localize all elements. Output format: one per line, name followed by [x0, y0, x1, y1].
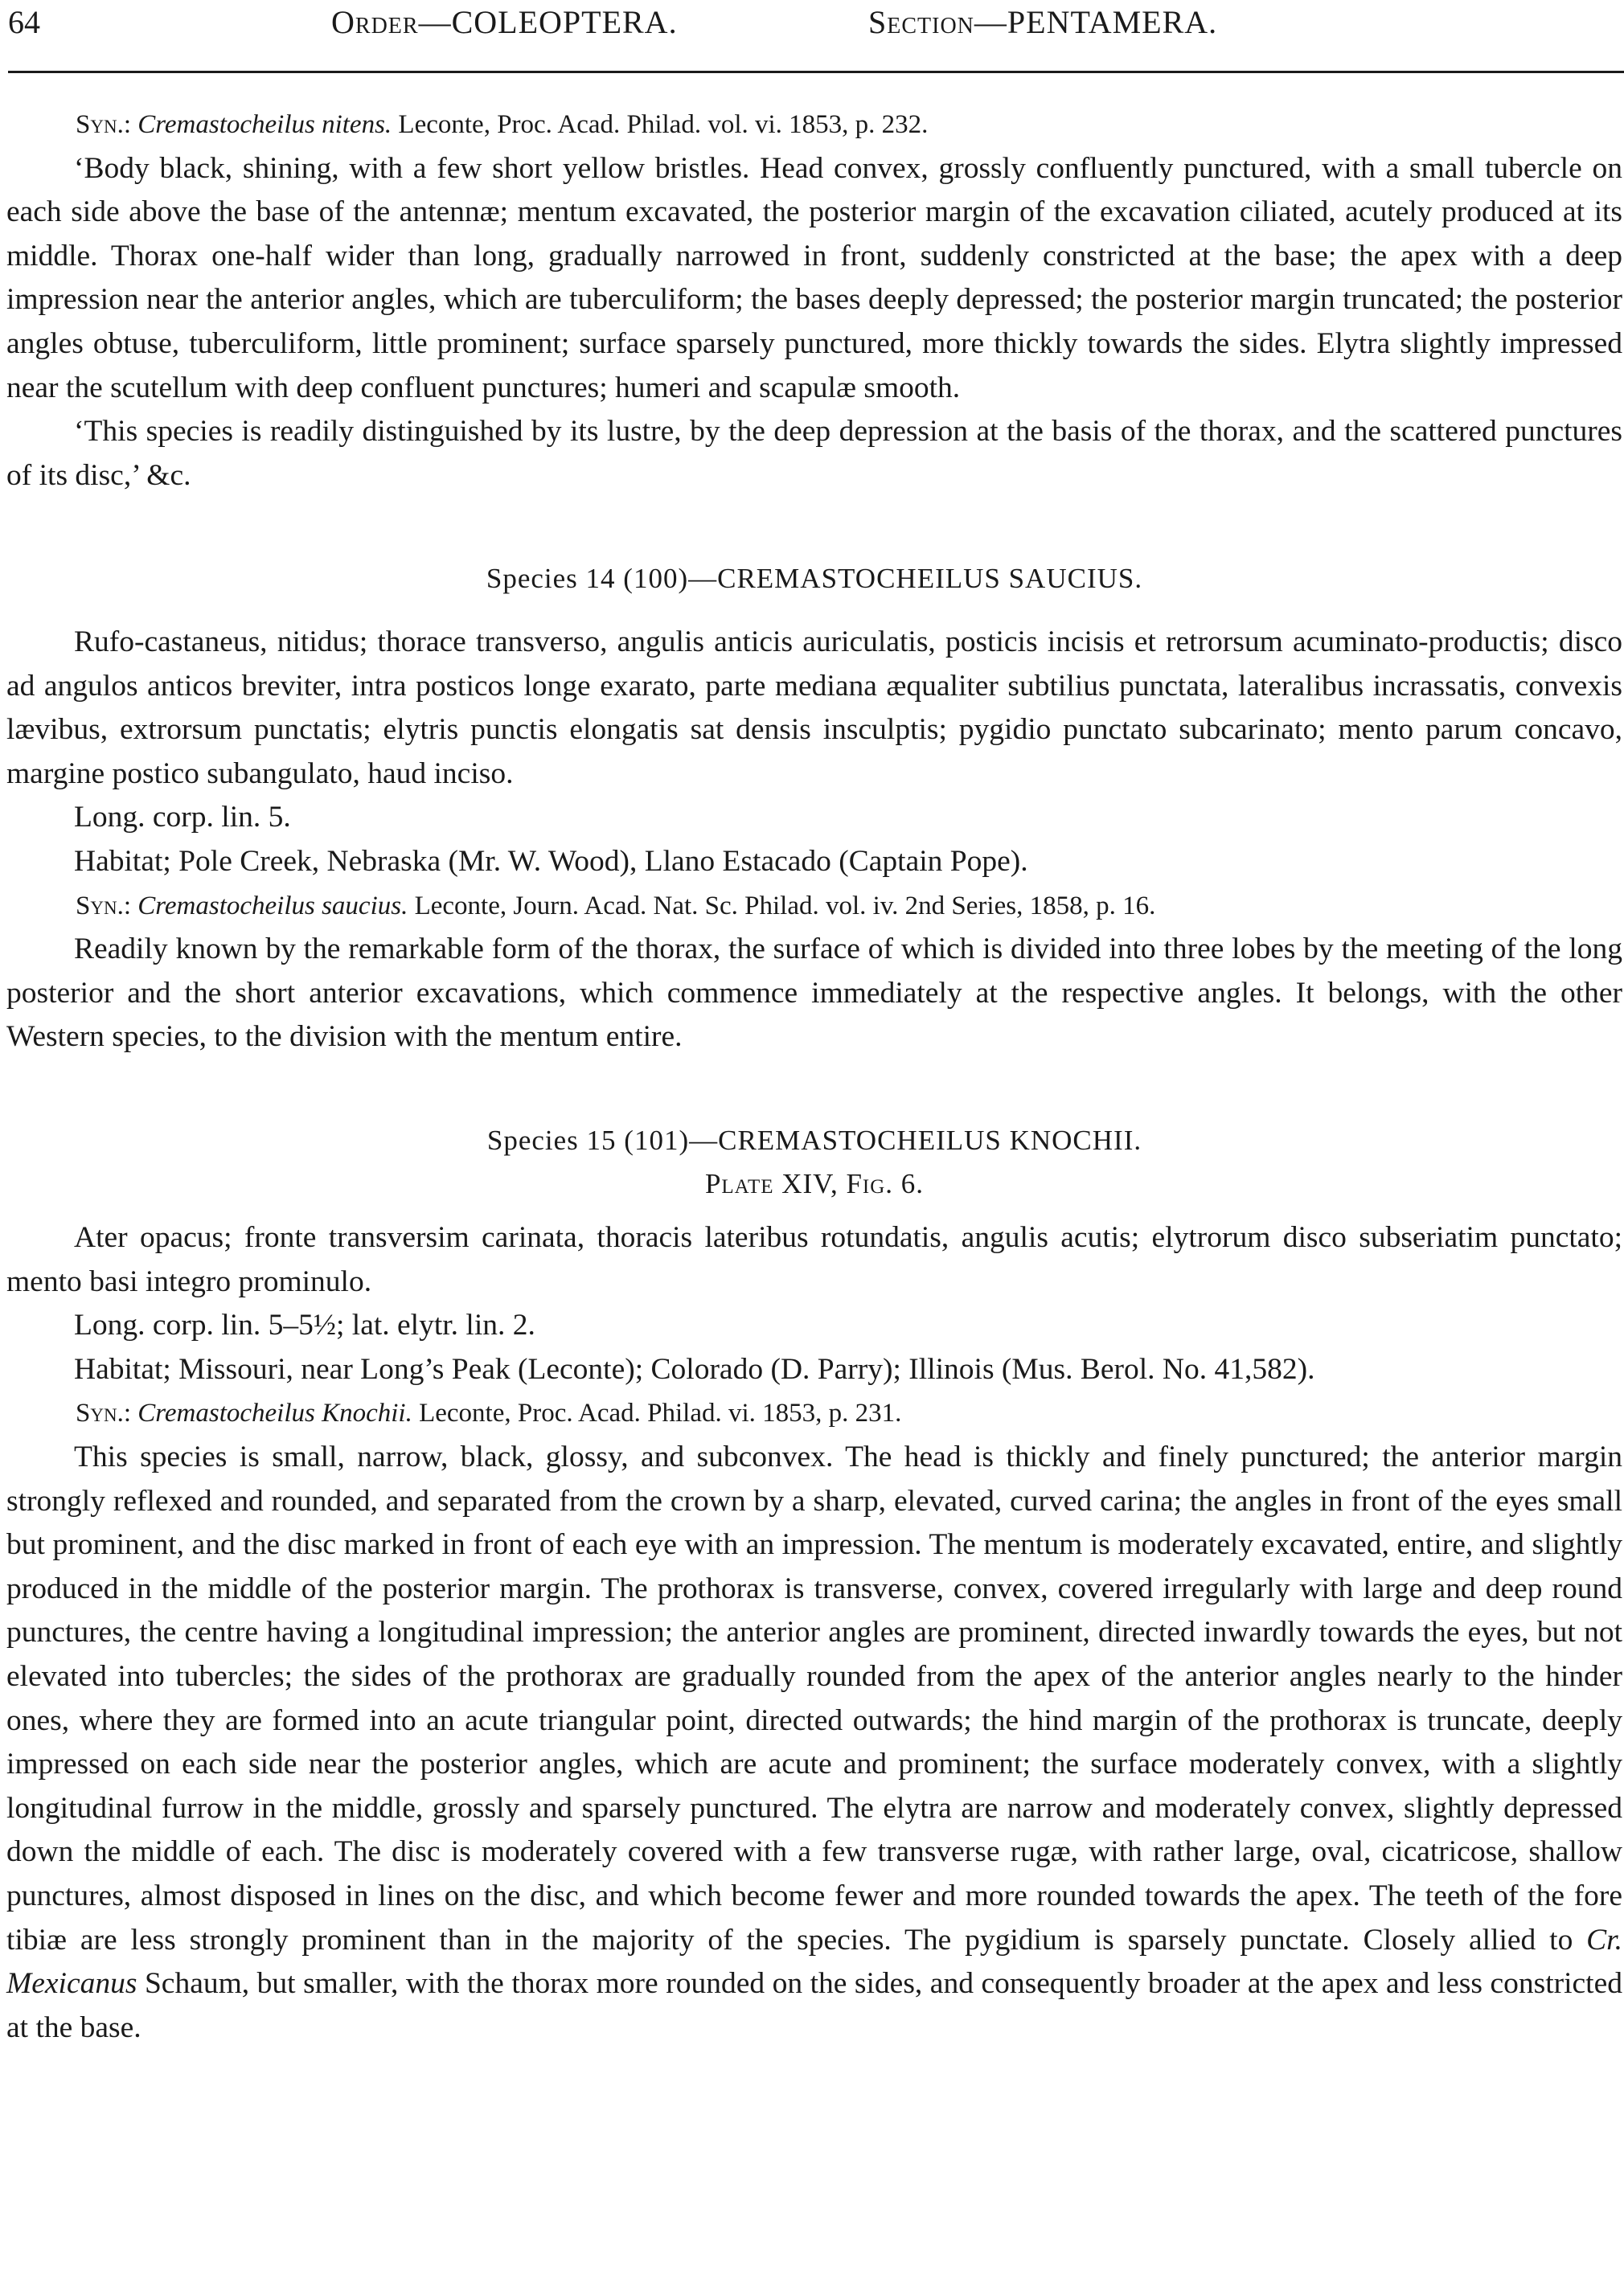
note-nitens: ‘This species is readily distinguished by its lustre, by the deep depression at the basis of the thorax, and the scattered punctures of its disc,’ &c.	[6, 415, 1622, 492]
running-head-order: Order—COLEOPTERA.	[331, 4, 678, 40]
species-15-length: Long. corp. lin. 5–5½; lat. elytr. lin. 2.	[74, 1309, 535, 1342]
synonym-line-nitens: Syn.: Cremastocheilus nitens. Leconte, Proc. Acad. Philad. vol. vi. 1853, p. 232.	[76, 110, 929, 139]
species-15-description: This species is small, narrow, black, glossy, and subconvex. The head is thickly and finely punctured; the anterior margin strongly reflexed and rounded, and separated from the crown by a sharp, elevated, curved carina; the angles in front of the eyes small but prominent, and the disc marked in front of each eye with an impression. The mentum is moderately excavated, entire, and slightly produced in the middle of the posterior margin. The prothorax is transverse, convex, covered irregularly with large and deep round punctures, the centre having a longitudinal impression; the anterior angles are prominent, directed inwardly towards the eyes, but not elevated into tubercles; the sides of the prothorax are gradually rounded from the apex of the anterior angles nearly to the hinder ones, where they are formed into an acute triangular point, directed outwards; the hind margin of the prothorax is truncate, deeply impressed on each side near the posterior angles, which are acute and prominent; the surface moderately convex, with a slightly longitudinal furrow in the middle, grossly and sparsely punctured. The elytra are narrow and moderately convex, slightly depressed down the middle of each. The disc is moderately covered with a few transverse rugæ, with rather large, oval, cicatricose, shallow punctures, almost disposed in lines on the disc, and which become fewer and more rounded towards the apex. The teeth of the fore tibiæ are less strongly prominent than in the majority of the species. The pygidium is sparsely punctate. Closely allied to Cr. Mexicanus Schaum, but smaller, with the thorax more rounded on the sides, and consequently broader at the apex and less constricted at the base.	[6, 1441, 1622, 2044]
species-14-habitat: Habitat; Pole Creek, Nebraska (Mr. W. Wood), Llano Estacado (Captain Pope).	[74, 844, 1028, 878]
species-15-habitat: Habitat; Missouri, near Long’s Peak (Leconte); Colorado (D. Parry); Illinois (Mus. Berol. No. 41,582).	[74, 1352, 1315, 1386]
synonym-line-knochii: Syn.: Cremastocheilus Knochii. Leconte, Proc. Acad. Philad. vi. 1853, p. 231.	[76, 1399, 902, 1428]
species-14-latin-diagnosis: Rufo-castaneus, nitidus; thorace transverso, angulis anticis auriculatis, posticis incisis et retrorsum acuminato-productis; disco ad angulos anticos breviter, intra posticos longe exarato, parte mediana æqualiter subtilius punctata, lateralibus incrassatis, convexis lævibus, extrorsum punctatis; elytris punctis elongatis sat densis insculptis; pygidio punctato subcarinato; mento parum concavo, margine postico subangulato, haud inciso.	[6, 625, 1622, 790]
page-number: 64	[8, 4, 40, 40]
running-head	[0, 0, 1624, 48]
species-14-length: Long. corp. lin. 5.	[74, 801, 291, 834]
species-14-note: Readily known by the remarkable form of the thorax, the surface of which is divided into three lobes by the meeting of the long posterior and the short anterior excavations, which commence immediately at the respective angles. It belongs, with the other Western species, to the division with the mentum entire.	[6, 932, 1622, 1054]
species-14-heading: Species 14 (100)—CREMASTOCHEILUS SAUCIUS.	[486, 563, 1143, 595]
synonym-line-saucius: Syn.: Cremastocheilus saucius. Leconte, Journ. Acad. Nat. Sc. Philad. vol. iv. 2nd Series, 1858, p. 16.	[76, 891, 1156, 920]
header-rule	[8, 71, 1624, 73]
running-head-section: Section—PENTAMERA.	[868, 4, 1218, 40]
species-15-latin-diagnosis: Ater opacus; fronte transversim carinata, thoracis lateribus rotundatis, angulis acutis; elytrorum disco subseriatim punctato; mento basi integro prominulo.	[6, 1221, 1622, 1298]
description-nitens: ‘Body black, shining, with a few short yellow bristles. Head convex, grossly confluently punctured, with a small tubercle on each side above the base of the antennæ; mentum excavated, the posterior margin of the excavation ciliated, acutely produced at its middle. Thorax one-half wider than long, gradually narrowed in front, suddenly constricted at the base; the apex with a deep impression near the anterior angles, which are tuberculiform; the bases deeply depressed; the posterior margin truncated; the posterior angles obtuse, tuberculiform, little prominent; surface sparsely punctured, more thickly towards the sides. Elytra slightly impressed near the scutellum with deep confluent punctures; humeri and scapulæ smooth.	[6, 151, 1622, 404]
species-15-plate-reference: Plate XIV, Fig. 6.	[704, 1168, 925, 1200]
page-body	[6, 103, 1622, 2050]
species-15-heading: Species 15 (101)—CREMASTOCHEILUS KNOCHII.	[486, 1124, 1142, 1156]
